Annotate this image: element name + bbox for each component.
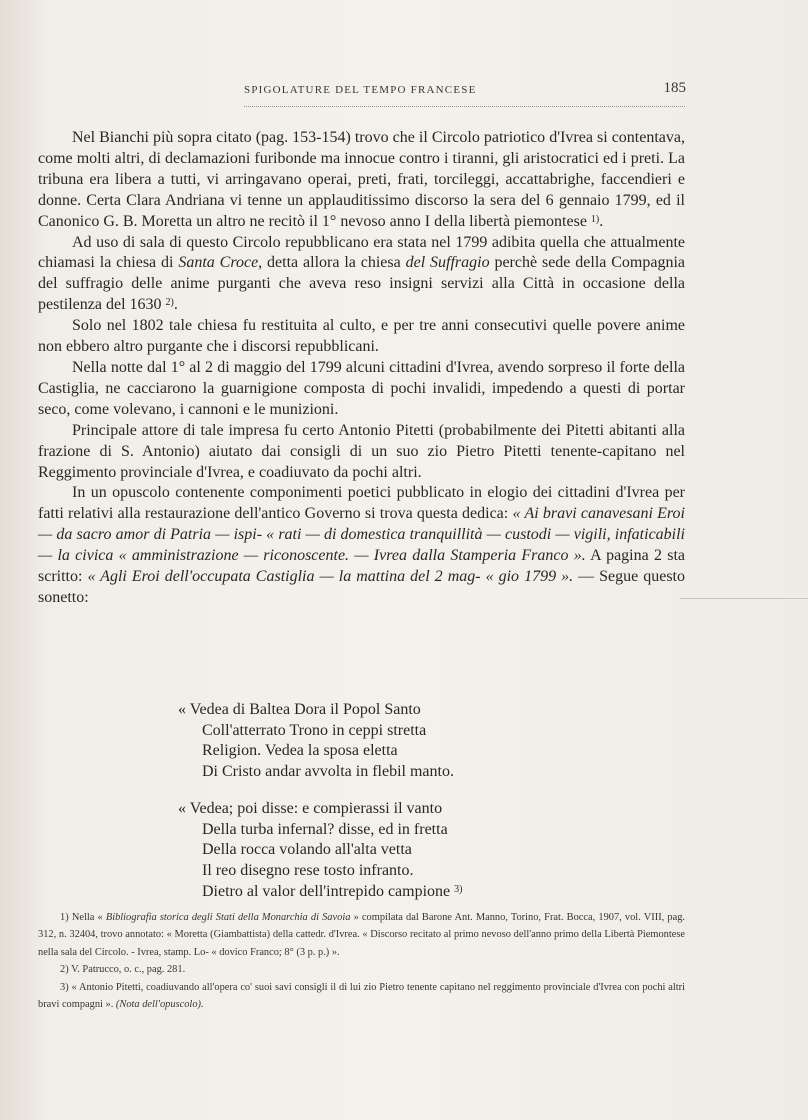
footnotes — [38, 909, 685, 1013]
poem-line: « Vedea di Baltea Dora il Popol Santo — [178, 701, 421, 718]
footnote-2: 2) V. Patrucco, o. c., pag. 281. — [60, 964, 186, 976]
running-title: SPIGOLATURE DEL TEMPO FRANCESE — [244, 84, 477, 96]
paragraph-2: Ad uso di sala di questo Circolo repubblicano era stata nel 1799 adibita quella che attualmente chiamasi la chiesa di Santa Croce, detta allora la chiesa del Suffragio perchè sede della Compagnia del suffragio delle anime purganti che aveva reso insigni servizi alla Città in occasione della pestilenza del 1630 $^{2)}$. — [38, 233, 685, 314]
poem-line: « Vedea; poi disse: e compierassi il vanto — [178, 799, 443, 817]
stanza-gap — [178, 783, 558, 799]
page2-quote: « Agli Eroi dell'occupata Castiglia — la mattina del 2 mag- « gio 1799 ». — [87, 568, 574, 586]
sonnet — [178, 700, 558, 902]
paragraph-3: Solo nel 1802 tale chiesa fu restituita al culto, e per tre anni consecutivi quelle povere anime non ebbero altro purgante che i discorsi repubblicani. — [38, 317, 685, 356]
paragraph-1: Nel Bianchi più sopra citato (pag. 153-154) trovo che il Circolo patriotico d'Ivrea si contentava, come molti altri, di declamazioni furibonde ma innocue contro i tiranni, gli aristocratici ed i preti. La tribuna era libera a tutti, vi arringavano operai, preti, frati, torcileggi, accattabrighe, faccendieri e donne. Certa Clara Andriana vi tenne un applauditissimo discorso la sera del 6 gennaio 1799, ed il Canonico G. B. Moretta un altro ne recitò il 1° nevoso anno I della libertà piemontese $^{1)}$. — [38, 129, 685, 230]
footnote-ref-2: 2) — [165, 297, 174, 309]
poem-line: Della turba infernal? disse, ed in fretta — [202, 820, 448, 838]
poem-line: Della rocca volando all'alta vetta — [202, 841, 412, 859]
paragraph-4: Nella notte dal 1° al 2 di maggio del 1799 alcuni cittadini d'Ivrea, avendo sorpreso il forte della Castiglia, ne cacciarono la guarnigione composta di pochi invalidi, impedendo a questi di portar seco, come volevano, i cannoni e le munizioni. — [38, 358, 685, 418]
footnote-1: 1) Nella « Bibliografia storica degli Stati della Monarchia di Savoia » compilata dal Barone Ant. Manno, Torino, Frat. Bocca, 1907, vol. VIII, pag. 312, n. 32404, trovo annotato: « Moretta (Giambattista) della cattedr. d'Ivrea. « Discorso recitato al primo nevoso dell'anno primo della Libertà Piemontese nella sala del Circolo. - Ivrea, stamp. Lo- « dovico Franco; 8° (3 p. p.) ». — [38, 912, 686, 958]
dedication-quote: « Ai bravi canavesani Eroi — da sacro amor di Patria — ispi- « rati — di domestica tranquillità — custodi — vigili, infaticabili — la civica « amministrazione — riconoscente. — Ivrea dalla Stamperia Franco ». — [38, 505, 685, 565]
paragraph-5: Principale attore di tale impresa fu certo Antonio Pitetti (probabilmente dei Pitetti abitanti alla frazione di S. Antonio) aiutato dai consigli di un suo zio Pietro Pitetti tenente-capitano nel Reggimento provinciale d'Ivrea, e coadiuvato da pochi altri. — [38, 421, 685, 481]
footnote-3: 3) « Antonio Pitetti, coadiuvando all'opera co' suoi savi consigli il di lui zio Pietro tenente capitano nel reggimento provinciale d'Ivrea con pochi altri bravi compagni ». (Nota dell'opuscolo). — [38, 981, 685, 1011]
paragraph-6: In un opuscolo contenente componimenti poetici pubblicato in elogio dei cittadini d'Ivrea per fatti relativi alla restaurazione dell'antico Governo si trova questa dedica: « Ai bravi canavesani Eroi — da sacro amor di Patria — ispi- « rati — di domestica tranquillità — custodi — vigili, infaticabili — la civica « amministrazione — riconoscente. — Ivrea dalla Stamperia Franco ». A pagina 2 sta scritto: « Agli Eroi dell'occupata Castiglia — la mattina del 2 mag- « gio 1799 ». — Segue questo sonetto: — [38, 484, 686, 606]
poem-line: Dietro al valor dell'intrepido campione $^{3)}$ — [202, 882, 463, 900]
main-text — [38, 128, 685, 609]
poem-line: Coll'atterrato Trono in ceppi stretta — [202, 721, 427, 739]
footnote-ref-3: 3) — [454, 883, 463, 895]
poem-line: Il reo disegno rese tosto infranto. — [202, 861, 414, 879]
page-number: 185 — [663, 80, 686, 96]
running-header — [244, 80, 686, 96]
poem-line: Religion. Vedea la sposa eletta — [202, 742, 398, 760]
poem-line: Di Cristo andar avvolta in flebil manto. — [202, 763, 454, 781]
footnote-ref-1: 1) — [590, 213, 600, 225]
page-edge-line — [680, 598, 808, 599]
header-rule — [244, 106, 685, 107]
